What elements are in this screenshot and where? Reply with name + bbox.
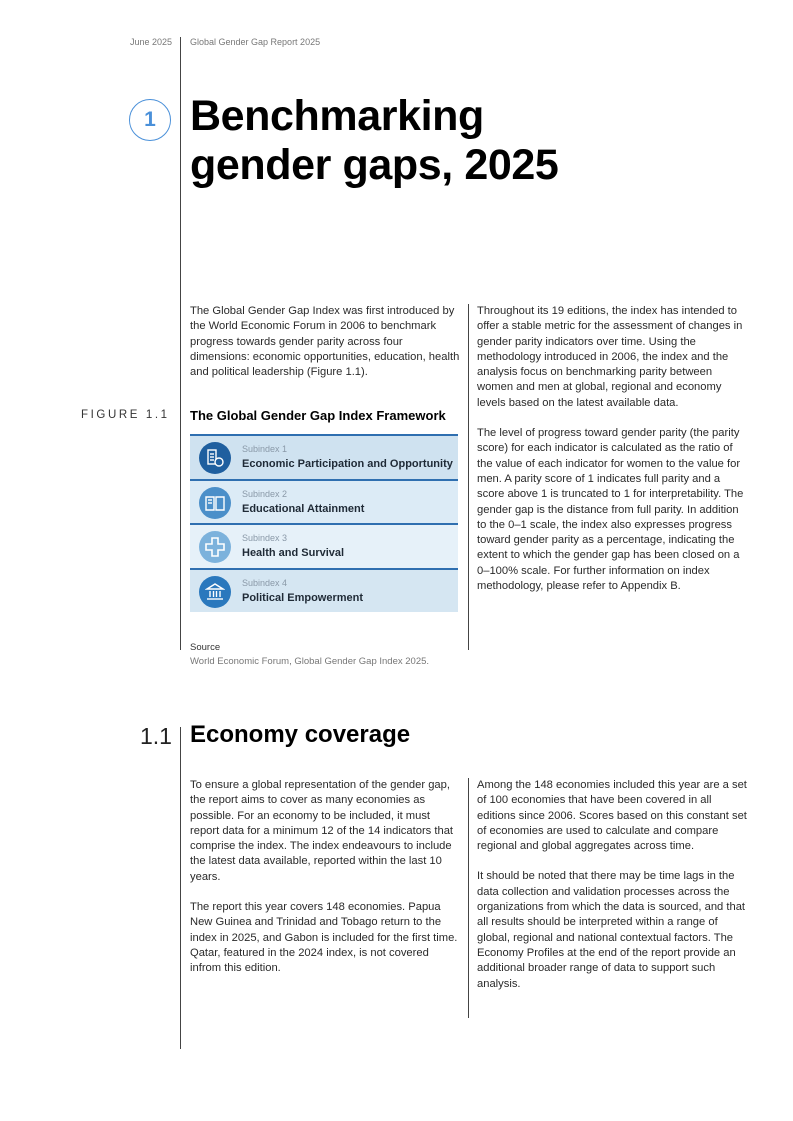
section-number: 1.1 [140, 723, 172, 749]
subindex-economic [190, 434, 458, 479]
subindex-label: Subindex 3 [242, 533, 288, 543]
subindex-name: Political Empowerment [242, 591, 364, 604]
section-title: Economy coverage [190, 721, 411, 748]
chapter-title-line-2: gender gaps, 2025 [190, 141, 559, 189]
section-paragraph: Among the 148 economies included this year are a set of 100 economies that have been covered in all editions since 2006. Scores based on this constant set of economies are used to calculate and compare regional and global aggregates across time. [477, 779, 747, 853]
chapter-number-badge [129, 99, 171, 141]
subindex-label: Subindex 4 [242, 577, 288, 588]
health-cross-icon [199, 531, 231, 563]
subindex-name: Health and Survival [242, 547, 345, 559]
intro-paragraph: Throughout its 19 editions, the index has intended to offer a stable metric for the assessment of changes in gender parity indicators over time. Using the methodology introduced in 2006, the index and the analysis focus on benchmarking parity between women and men at global, regional and economy levels based on the latest available data. [477, 305, 743, 409]
header-date: June 2025 [129, 37, 172, 47]
figure-source-text: World Economic Forum, Global Gender Gap Index 2025. [190, 656, 430, 667]
subindex-political [190, 568, 458, 613]
subindex-label: Subindex 2 [242, 488, 288, 499]
figure-source-label: Source [190, 642, 221, 653]
intro-paragraph: The Global Gender Gap Index was first introduced by the World Economic Forum in 2006 to benchmark progress towards gender parity across four dimensions: economic opportunities, education, health and political leadership (Figure 1.1). [190, 305, 460, 379]
subindex-health [190, 523, 458, 568]
intro-right-column [477, 304, 749, 609]
subindex-name: Educational Attainment [242, 502, 365, 515]
intro-left-column [190, 304, 462, 395]
section-right-column [477, 778, 749, 1007]
intro-paragraph: The level of progress toward gender parity (the parity score) for each indicator is calculated as the ratio of the value of each indicator for women to the value for men. A parity score of 1 indicates full parity and a score above 1 is truncated to 1 for interpretability. The gender gap is the distance from full parity. In addition to the 0–1 scale, the index also expresses progress toward gender parity as a percentage, indicating the extent to which the gender gap has been closed on a 0–100% scale. For further information on index methodology, please refer to Appendix B. [477, 427, 744, 593]
left-margin-rule [180, 37, 181, 650]
subindex-label: Subindex 1 [242, 444, 288, 454]
section-column-divider [468, 778, 469, 1018]
subindex-name: Economic Participation and Opportunity [242, 458, 453, 470]
chapter-title [190, 92, 750, 190]
framework-figure [190, 434, 458, 612]
section-margin-rule [180, 727, 181, 1049]
figure-label: FIGURE 1.1 [81, 409, 170, 421]
figure-title: The Global Gender Gap Index Framework [190, 408, 446, 423]
column-divider [468, 304, 469, 650]
chapter-number: 1 [144, 108, 156, 131]
header-report-title: Global Gender Gap Report 2025 [190, 37, 321, 47]
chapter-title-line-1: Benchmarking [190, 92, 484, 140]
book-icon [199, 487, 231, 519]
government-building-icon [199, 576, 231, 608]
section-paragraph: The report this year covers 148 economies. Papua New Guinea and Trinidad and Tobago return to the index in 2025, and Gabon is included for the first time. Qatar, featured in the 2024 index, is not covered infrom this edition. [190, 901, 458, 975]
section-paragraph: It should be noted that there may be time lags in the data collection and validation processes across the organizations from which the data is sourced, and that all results should be interpreted within a range of global, regional and national contextual factors. The Economy Profiles at the end of the report provide an additional broader range of data to support such analysis. [477, 870, 746, 990]
page-header [0, 37, 793, 49]
section-left-column [190, 778, 462, 992]
subindex-education [190, 479, 458, 524]
section-paragraph: To ensure a global representation of the gender gap, the report aims to cover as many economies as possible. For an economy to be included, it must report data for a minimum 12 of the 14 indicators that comprise the index. The index endeavours to include the latest data available, reported within the last 10 years. [190, 779, 454, 883]
economy-icon [199, 442, 231, 474]
